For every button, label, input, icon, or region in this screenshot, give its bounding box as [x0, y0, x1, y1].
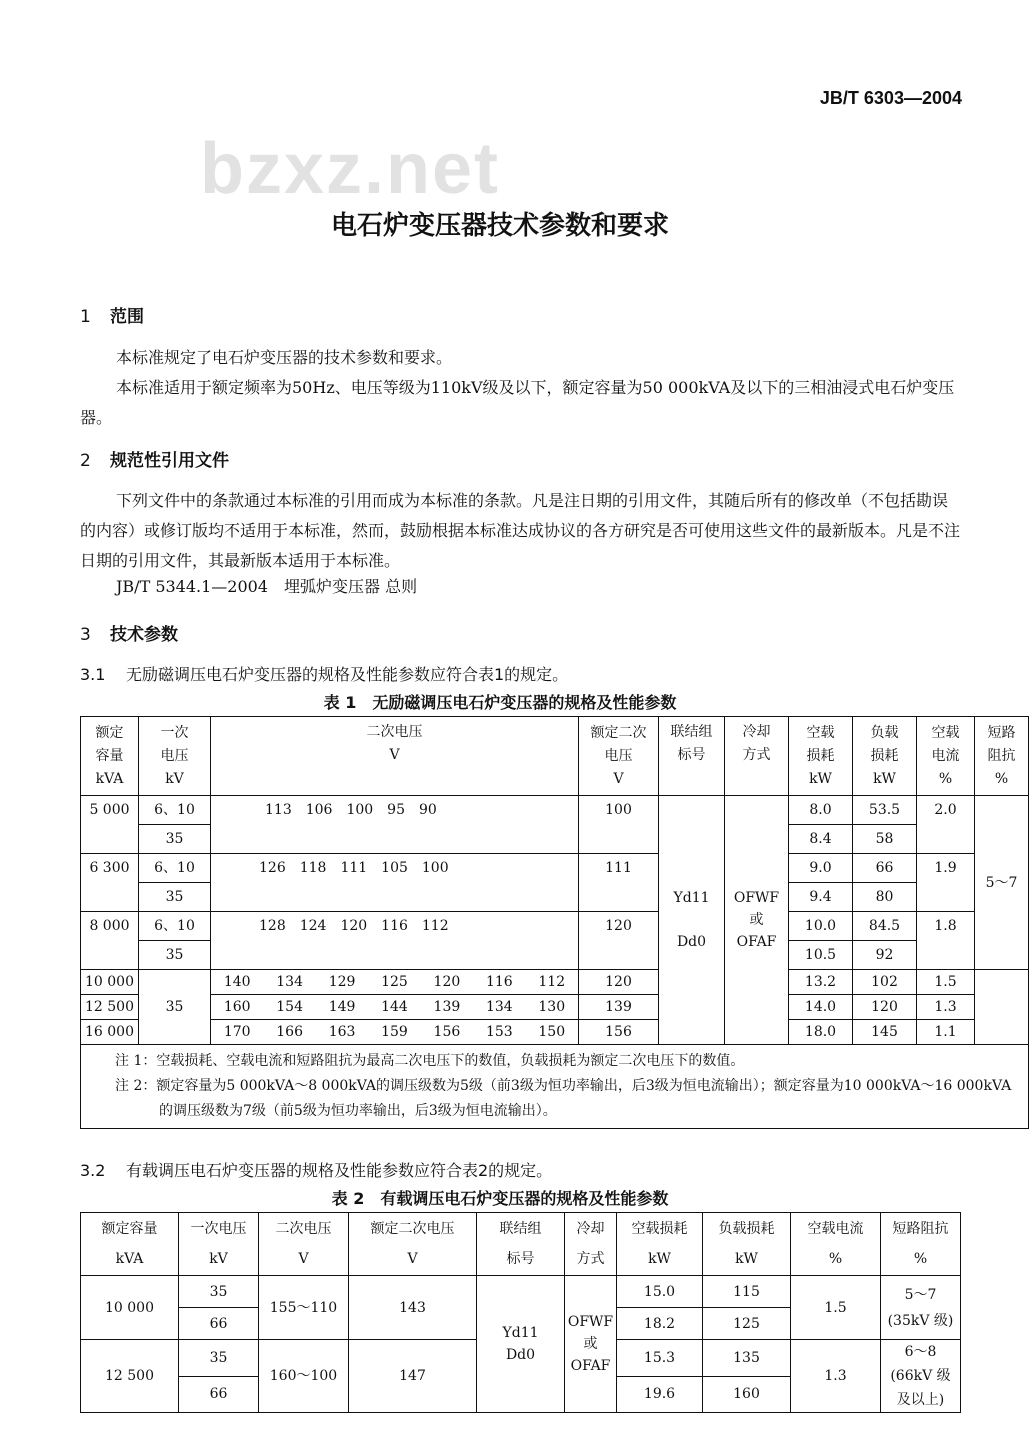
- noload-loss-cell: 9.4: [789, 883, 853, 912]
- rated-cell: 139: [579, 995, 659, 1020]
- secondary-value: 140: [223, 974, 251, 990]
- rated-cell: 156: [579, 1020, 659, 1045]
- primary-cell: 35: [139, 825, 211, 854]
- secondary-voltages: [211, 970, 579, 995]
- load-loss-cell: 80: [853, 883, 917, 912]
- secondary-voltages: 113 106 100 95 90: [211, 796, 579, 854]
- load-loss-cell: 102: [853, 970, 917, 995]
- clause-3-1: [80, 662, 568, 685]
- secondary-voltages: [211, 1020, 579, 1045]
- paragraph: 本标准规定了电石炉变压器的技术参数和要求。: [116, 348, 453, 367]
- secondary-voltages: [211, 995, 579, 1020]
- section-number: 2: [80, 451, 91, 471]
- noload-loss-cell: 8.0: [789, 796, 853, 825]
- table-notes: [81, 1045, 1029, 1129]
- header-secondary-voltage: 二次电压 V: [211, 717, 579, 796]
- header-capacity: 额定容量 kVA: [81, 1213, 179, 1276]
- capacity-cell: 5 000: [81, 796, 139, 854]
- noload-loss-cell: 15.0: [617, 1276, 703, 1308]
- header-cooling: 冷却 方式: [725, 717, 789, 796]
- paragraph: 本标准适用于额定频率为50Hz、电压等级为110kV级及以下，额定容量为50 000kVA及以下的三相油浸式电石炉变压器。: [80, 378, 955, 427]
- header-connection-group: 联结组 标号: [659, 717, 725, 796]
- load-loss-cell: 66: [853, 854, 917, 883]
- watermark: bzxz.net: [200, 129, 501, 209]
- capacity-cell: 6 300: [81, 854, 139, 912]
- section-title: 技术参数: [110, 625, 178, 645]
- table-2-caption: 表 2 有载调压电石炉变压器的规格及性能参数: [331, 1189, 669, 1208]
- rated-cell: 120: [579, 970, 659, 995]
- secondary-value: 134: [276, 974, 303, 990]
- noload-loss-cell: 10.0: [789, 912, 853, 941]
- capacity-cell: 12 500: [81, 995, 139, 1020]
- noload-current-cell: 2.0: [917, 796, 975, 854]
- secondary-value: 112: [538, 974, 566, 990]
- secondary-value: 134: [485, 999, 513, 1015]
- table-2: [80, 1212, 961, 1413]
- header-rated-secondary-voltage: 额定二次 电压 V: [579, 717, 659, 796]
- connection-group-cell: Yd11 Dd0: [477, 1276, 565, 1413]
- table-row: [81, 995, 1029, 1020]
- secondary-cell: 155～110: [259, 1276, 349, 1340]
- table-1: [80, 716, 1029, 1129]
- connection-group-cell: Yd11 Dd0: [659, 796, 725, 1045]
- rated-cell: 111: [579, 854, 659, 912]
- table-row: [81, 854, 1029, 883]
- noload-current-cell: 1.1: [917, 1020, 975, 1045]
- header-noload-loss: 空载 损耗 kW: [789, 717, 853, 796]
- impedance-cell: 5～7 (35kV 级): [881, 1276, 961, 1340]
- noload-loss-cell: 9.0: [789, 854, 853, 883]
- secondary-voltages: 128 124 120 116 112: [211, 912, 579, 970]
- secondary-value: 120: [433, 974, 461, 990]
- table-row: [81, 796, 1029, 825]
- impedance-cell: 5～7: [975, 796, 1029, 970]
- load-loss-cell: 135: [703, 1340, 791, 1377]
- header-connection-group: 联结组 标号: [477, 1213, 565, 1276]
- capacity-cell: 10 000: [81, 1276, 179, 1340]
- capacity-cell: 8 000: [81, 912, 139, 970]
- primary-cell: 35: [179, 1276, 259, 1308]
- header-load-loss: 负载 损耗 kW: [853, 717, 917, 796]
- noload-current-cell: 1.5: [917, 970, 975, 995]
- load-loss-cell: 145: [853, 1020, 917, 1045]
- header-impedance: 短路阻抗 %: [881, 1213, 961, 1276]
- noload-loss-cell: 10.5: [789, 941, 853, 970]
- document-title: 电石炉变压器技术参数和要求: [330, 211, 669, 241]
- primary-cell: 66: [179, 1308, 259, 1340]
- secondary-value: 144: [381, 999, 408, 1015]
- paragraph: 下列文件中的条款通过本标准的引用而成为本标准的条款。凡是注日期的引用文件，其随后所有的修改单（不包括勘误的内容）或修订版均不适用于本标准，然而，鼓励根据本标准达成协议的各方研究是否可使用这些文件的最新版本。凡是不注日期的引用文件，其最新版本适用于本标准。: [80, 491, 961, 570]
- header-noload-current: 空载电流 %: [791, 1213, 881, 1276]
- secondary-cell: 160～100: [259, 1340, 349, 1413]
- cooling-cell: OFWF 或 OFAF: [565, 1276, 617, 1413]
- rated-cell: 143: [349, 1276, 477, 1340]
- header-capacity: 额定 容量 kVA: [81, 717, 139, 796]
- section-title: 规范性引用文件: [110, 451, 229, 471]
- note-1: 注 1：空载损耗、空载电流和短路阻抗为最高二次电压下的数值，负载损耗为额定二次电压下的数值。: [115, 1053, 745, 1069]
- secondary-value: 156: [433, 1024, 461, 1040]
- noload-current-cell: 1.8: [917, 912, 975, 970]
- noload-current-cell: 1.3: [791, 1340, 881, 1413]
- secondary-value: 129: [328, 974, 356, 990]
- section-title: 范围: [110, 307, 144, 327]
- standard-number: JB/T 6303—2004: [819, 88, 962, 108]
- load-loss-cell: 125: [703, 1308, 791, 1340]
- secondary-value: 139: [433, 999, 461, 1015]
- primary-cell: 6、10: [139, 796, 211, 825]
- noload-loss-cell: 8.4: [789, 825, 853, 854]
- noload-current-cell: 1.3: [917, 995, 975, 1020]
- secondary-value: 153: [485, 1024, 513, 1040]
- clause-number: 3.2: [80, 1161, 106, 1180]
- secondary-value: 166: [276, 1024, 303, 1040]
- note-2: 注 2：额定容量为5 000kVA～8 000kVA的调压级数为5级（前3级为恒功率输出，后3级为恒电流输出）；额定容量为10 000kVA～16 000kVA的调压级数为7级（前5级为恒功率输出，后3级为恒电流输出）。: [115, 1078, 1012, 1119]
- cooling-cell: OFWF 或 OFAF: [725, 796, 789, 1045]
- rated-cell: 147: [349, 1340, 477, 1413]
- header-cooling: 冷却 方式: [565, 1213, 617, 1276]
- secondary-voltages: 126 118 111 105 100: [211, 854, 579, 912]
- secondary-value: 149: [328, 999, 356, 1015]
- load-loss-cell: 84.5: [853, 912, 917, 941]
- load-loss-cell: 115: [703, 1276, 791, 1308]
- table-1-caption: 表 1 无励磁调压电石炉变压器的规格及性能参数: [323, 693, 677, 712]
- load-loss-cell: 53.5: [853, 796, 917, 825]
- noload-loss-cell: 13.2: [789, 970, 853, 995]
- section-number: 3: [80, 625, 91, 645]
- secondary-value: 154: [276, 999, 303, 1015]
- primary-cell: 6、10: [139, 912, 211, 941]
- section-1-heading: [80, 302, 144, 327]
- primary-cell: 66: [179, 1376, 259, 1413]
- header-primary-voltage: 一次电压 kV: [179, 1213, 259, 1276]
- header-load-loss: 负载损耗 kW: [703, 1213, 791, 1276]
- table-row: [81, 1276, 961, 1308]
- capacity-cell: 12 500: [81, 1340, 179, 1413]
- header-rated-secondary-voltage: 额定二次电压 V: [349, 1213, 477, 1276]
- impedance-cell-blank: [975, 970, 1029, 1045]
- secondary-value: 160: [223, 999, 251, 1015]
- primary-cell: 35: [139, 970, 211, 1045]
- section-number: 1: [80, 307, 91, 327]
- section-2-heading: [80, 446, 229, 471]
- clause-text: 有载调压电石炉变压器的规格及性能参数应符合表2的规定。: [126, 1161, 553, 1180]
- table-row: [81, 970, 1029, 995]
- header-impedance: 短路 阻抗 %: [975, 717, 1029, 796]
- rated-cell: 100: [579, 796, 659, 854]
- header-secondary-voltage: 二次电压 V: [259, 1213, 349, 1276]
- load-loss-cell: 160: [703, 1376, 791, 1413]
- secondary-value: 150: [538, 1024, 566, 1040]
- primary-cell: 6、10: [139, 854, 211, 883]
- impedance-cell: 6～8 (66kV 级 及以上): [881, 1340, 961, 1413]
- primary-cell: 35: [179, 1340, 259, 1377]
- clause-text: 无励磁调压电石炉变压器的规格及性能参数应符合表1的规定。: [126, 665, 569, 684]
- table-row: [81, 912, 1029, 941]
- noload-loss-cell: 14.0: [789, 995, 853, 1020]
- capacity-cell: 16 000: [81, 1020, 139, 1045]
- secondary-value: 159: [381, 1024, 408, 1040]
- secondary-value: 125: [381, 974, 408, 990]
- capacity-cell: 10 000: [81, 970, 139, 995]
- secondary-value: 163: [328, 1024, 356, 1040]
- secondary-value: 116: [485, 974, 513, 990]
- load-loss-cell: 58: [853, 825, 917, 854]
- primary-cell: 35: [139, 941, 211, 970]
- table-row: [81, 1020, 1029, 1045]
- noload-loss-cell: 18.2: [617, 1308, 703, 1340]
- noload-current-cell: 1.9: [917, 854, 975, 912]
- rated-cell: 120: [579, 912, 659, 970]
- secondary-value: 130: [538, 999, 566, 1015]
- clause-number: 3.1: [80, 665, 106, 684]
- secondary-value: 170: [223, 1024, 251, 1040]
- load-loss-cell: 92: [853, 941, 917, 970]
- reference-item: JB/T 5344.1—2004 埋弧炉变压器 总则: [116, 577, 418, 596]
- header-noload-loss: 空载损耗 kW: [617, 1213, 703, 1276]
- primary-cell: 35: [139, 883, 211, 912]
- noload-loss-cell: 18.0: [789, 1020, 853, 1045]
- noload-loss-cell: 19.6: [617, 1376, 703, 1413]
- header-noload-current: 空载 电流 %: [917, 717, 975, 796]
- noload-loss-cell: 15.3: [617, 1340, 703, 1377]
- header-primary-voltage: 一次 电压 kV: [139, 717, 211, 796]
- clause-3-2: [80, 1158, 552, 1181]
- load-loss-cell: 120: [853, 995, 917, 1020]
- section-3-heading: [80, 620, 178, 645]
- noload-current-cell: 1.5: [791, 1276, 881, 1340]
